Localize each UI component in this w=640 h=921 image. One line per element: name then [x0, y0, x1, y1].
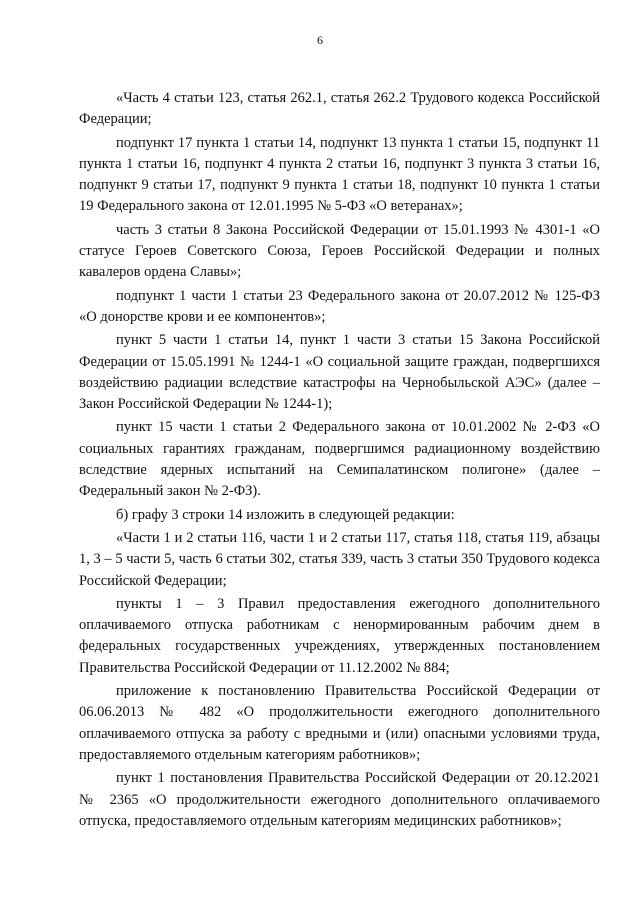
document-body	[79, 88, 600, 832]
page-number: 6	[317, 33, 323, 47]
paragraph-semipalatinsk-law: пункт 15 части 1 статьи 2 Федерального закона от 10.01.2002 № 2-ФЗ «О социальных гарантиях гражданам, подвергшимся радиационному воздействию вследствие ядерных испытаний на Семипалатинском полигоне» (далее – Федеральный закон № 2-ФЗ).	[79, 419, 600, 500]
paragraph-column-3-row-14-intro: б) графу 3 строки 14 изложить в следующей редакции:	[116, 506, 455, 523]
paragraph-resolution-482: приложение к постановлению Правительства Российской Федерации от 06.06.2013 № 482 «О продолжительности ежегодного дополнительного оплачиваемого отпуска за работу с вредными и (или) опасными условиями труда, предоставляемого отдельным категориям работников»;	[79, 683, 600, 763]
paragraph-labor-code-articles: «Части 1 и 2 статьи 116, части 1 и 2 статьи 117, статья 118, статья 119, абзацы 1, 3 – 5 части 5, часть 6 статьи 302, статья 339, часть 3 статьи 350 Трудового кодекса Российской Федерации;	[79, 529, 600, 589]
paragraph-veterans-law: подпункт 17 пункта 1 статьи 14, подпункт 13 пункта 1 статьи 15, подпункт 11 пункта 1 статьи 16, подпункт 4 пункта 2 статьи 16, подпункт 3 пункта 3 статьи 16, подпункт 9 статьи 17, подпункт 9 пункта 1 статьи 18, подпункт 10 пункта 1 статьи 19 Федерального закона от 12.01.1995 № 5-ФЗ «О ветеранах»;	[79, 134, 600, 215]
paragraph-resolution-2365: пункт 1 постановления Правительства Российской Федерации от 20.12.2021 № 2365 «О продолжительности ежегодного дополнительного оплачиваемого отпуска, предоставляемого отдельным категориям медицинских работников»;	[79, 770, 600, 829]
paragraph-chernobyl-law: пункт 5 части 1 статьи 14, пункт 1 части 3 статьи 15 Закона Российской Федерации от 15.05.1991 № 1244-1 «О социальной защите граждан, подвергшихся воздействию радиации вследствие катастрофы на Чернобыльской АЭС» (далее – Закон Российской Федерации № 1244-1);	[79, 332, 600, 413]
paragraph-labor-code-parts: «Часть 4 статьи 123, статья 262.1, статья 262.2 Трудового кодекса Российской Федерации;	[79, 90, 600, 128]
paragraph-leave-rules-884: пункты 1 – 3 Правил предоставления ежегодного дополнительного оплачиваемого отпуска работникам с ненормированным рабочим днем в федеральных государственных учреждениях, утвержденных постановлением Правительства Российской Федерации от 11.12.2002 № 884;	[79, 595, 600, 676]
paragraph-heroes-status-law: часть 3 статьи 8 Закона Российской Федерации от 15.01.1993 № 4301-1 «О статусе Героев Советского Союза, Героев Российской Федерации и полных кавалеров ордена Славы»;	[79, 221, 600, 281]
paragraph-blood-donation-law: подпункт 1 части 1 статьи 23 Федерального закона от 20.07.2012 № 125-ФЗ «О донорстве крови и ее компонентов»;	[79, 287, 600, 325]
